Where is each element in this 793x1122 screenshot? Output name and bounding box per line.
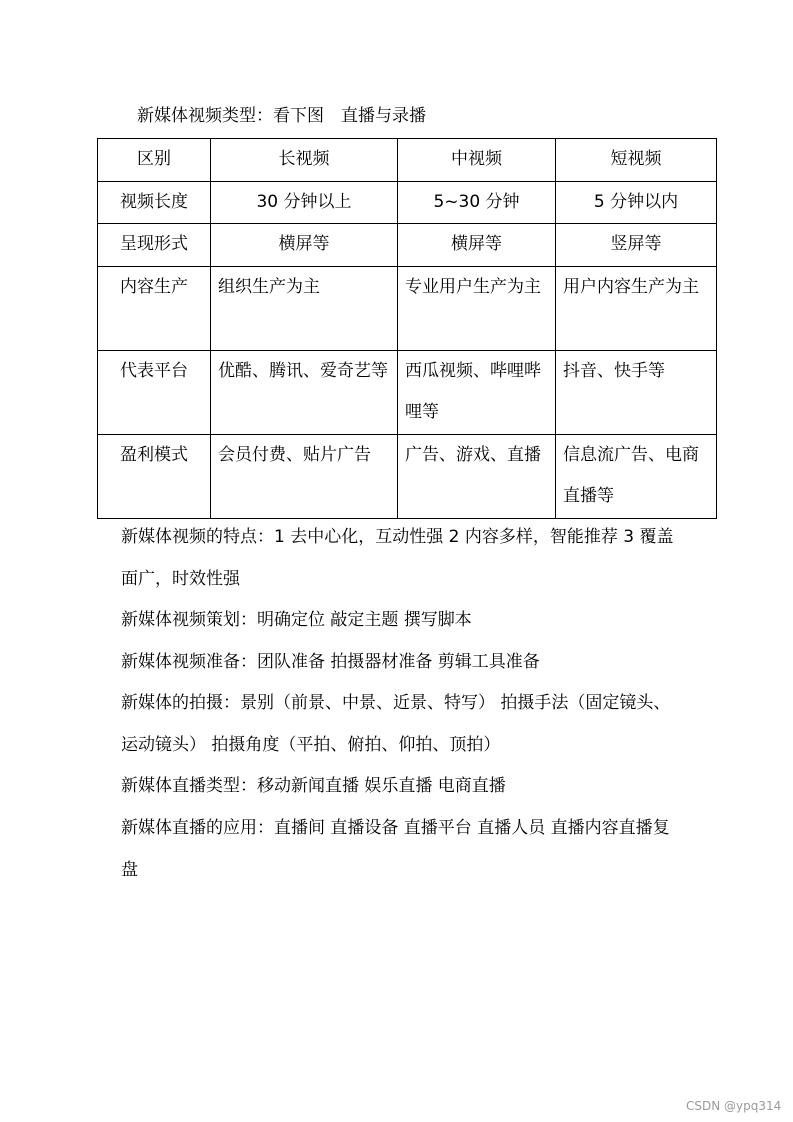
shooting-paragraph: 新媒体的拍摄：景别（前景、中景、近景、特写） 拍摄手法（固定镜头、运动镜头） 拍摄角度（平拍、俯拍、仰拍、顶拍） <box>121 693 671 755</box>
header-cell: 短视频 <box>556 139 717 182</box>
table-row <box>98 266 717 350</box>
table-cell: 30 分钟以上 <box>211 181 398 224</box>
table-cell: 会员付费、贴片广告 <box>211 434 398 518</box>
row-label-cell: 盈利模式 <box>98 434 211 518</box>
table-cell: 抖音、快手等 <box>556 350 717 434</box>
live-applications-paragraph: 新媒体直播的应用：直播间 直播设备 直播平台 直播人员 直播内容直播复盘 <box>121 818 670 880</box>
table-row <box>98 434 717 518</box>
planning-paragraph: 新媒体视频策划：明确定位 敲定主题 撰写脚本 <box>121 610 472 630</box>
header-cell: 中视频 <box>398 139 556 182</box>
preparation-paragraph: 新媒体视频准备：团队准备 拍摄器材准备 剪辑工具准备 <box>121 652 540 672</box>
heading: 新媒体视频类型：看下图 直播与录播 <box>137 106 426 126</box>
table-cell: 横屏等 <box>211 224 398 267</box>
table-row <box>98 224 717 267</box>
row-label-cell: 代表平台 <box>98 350 211 434</box>
row-label-cell: 内容生产 <box>98 266 211 350</box>
features-paragraph: 新媒体视频的特点：1 去中心化，互动性强 2 内容多样，智能推荐 3 覆盖面广，时效性强 <box>121 527 674 589</box>
table-cell: 广告、游戏、直播 <box>398 434 556 518</box>
table-cell: 信息流广告、电商直播等 <box>556 434 717 518</box>
comparison-table <box>97 138 717 519</box>
table-cell: 横屏等 <box>398 224 556 267</box>
header-cell: 区别 <box>98 139 211 182</box>
watermark: CSDN @ypq314 <box>686 1099 782 1113</box>
live-types-paragraph: 新媒体直播类型：移动新闻直播 娱乐直播 电商直播 <box>121 776 506 796</box>
table-row <box>98 181 717 224</box>
row-label-cell: 视频长度 <box>98 181 211 224</box>
table-cell: 竖屏等 <box>556 224 717 267</box>
table-header-row <box>98 139 717 182</box>
table-cell: 5 分钟以内 <box>556 181 717 224</box>
row-label-cell: 呈现形式 <box>98 224 211 267</box>
table-cell: 组织生产为主 <box>211 266 398 350</box>
table-cell: 优酷、腾讯、爱奇艺等 <box>211 350 398 434</box>
table-cell: 西瓜视频、哔哩哔哩等 <box>398 350 556 434</box>
table-cell: 用户内容生产为主 <box>556 266 717 350</box>
table-cell: 5~30 分钟 <box>398 181 556 224</box>
table-cell: 专业用户生产为主 <box>398 266 556 350</box>
header-cell: 长视频 <box>211 139 398 182</box>
table-row <box>98 350 717 434</box>
